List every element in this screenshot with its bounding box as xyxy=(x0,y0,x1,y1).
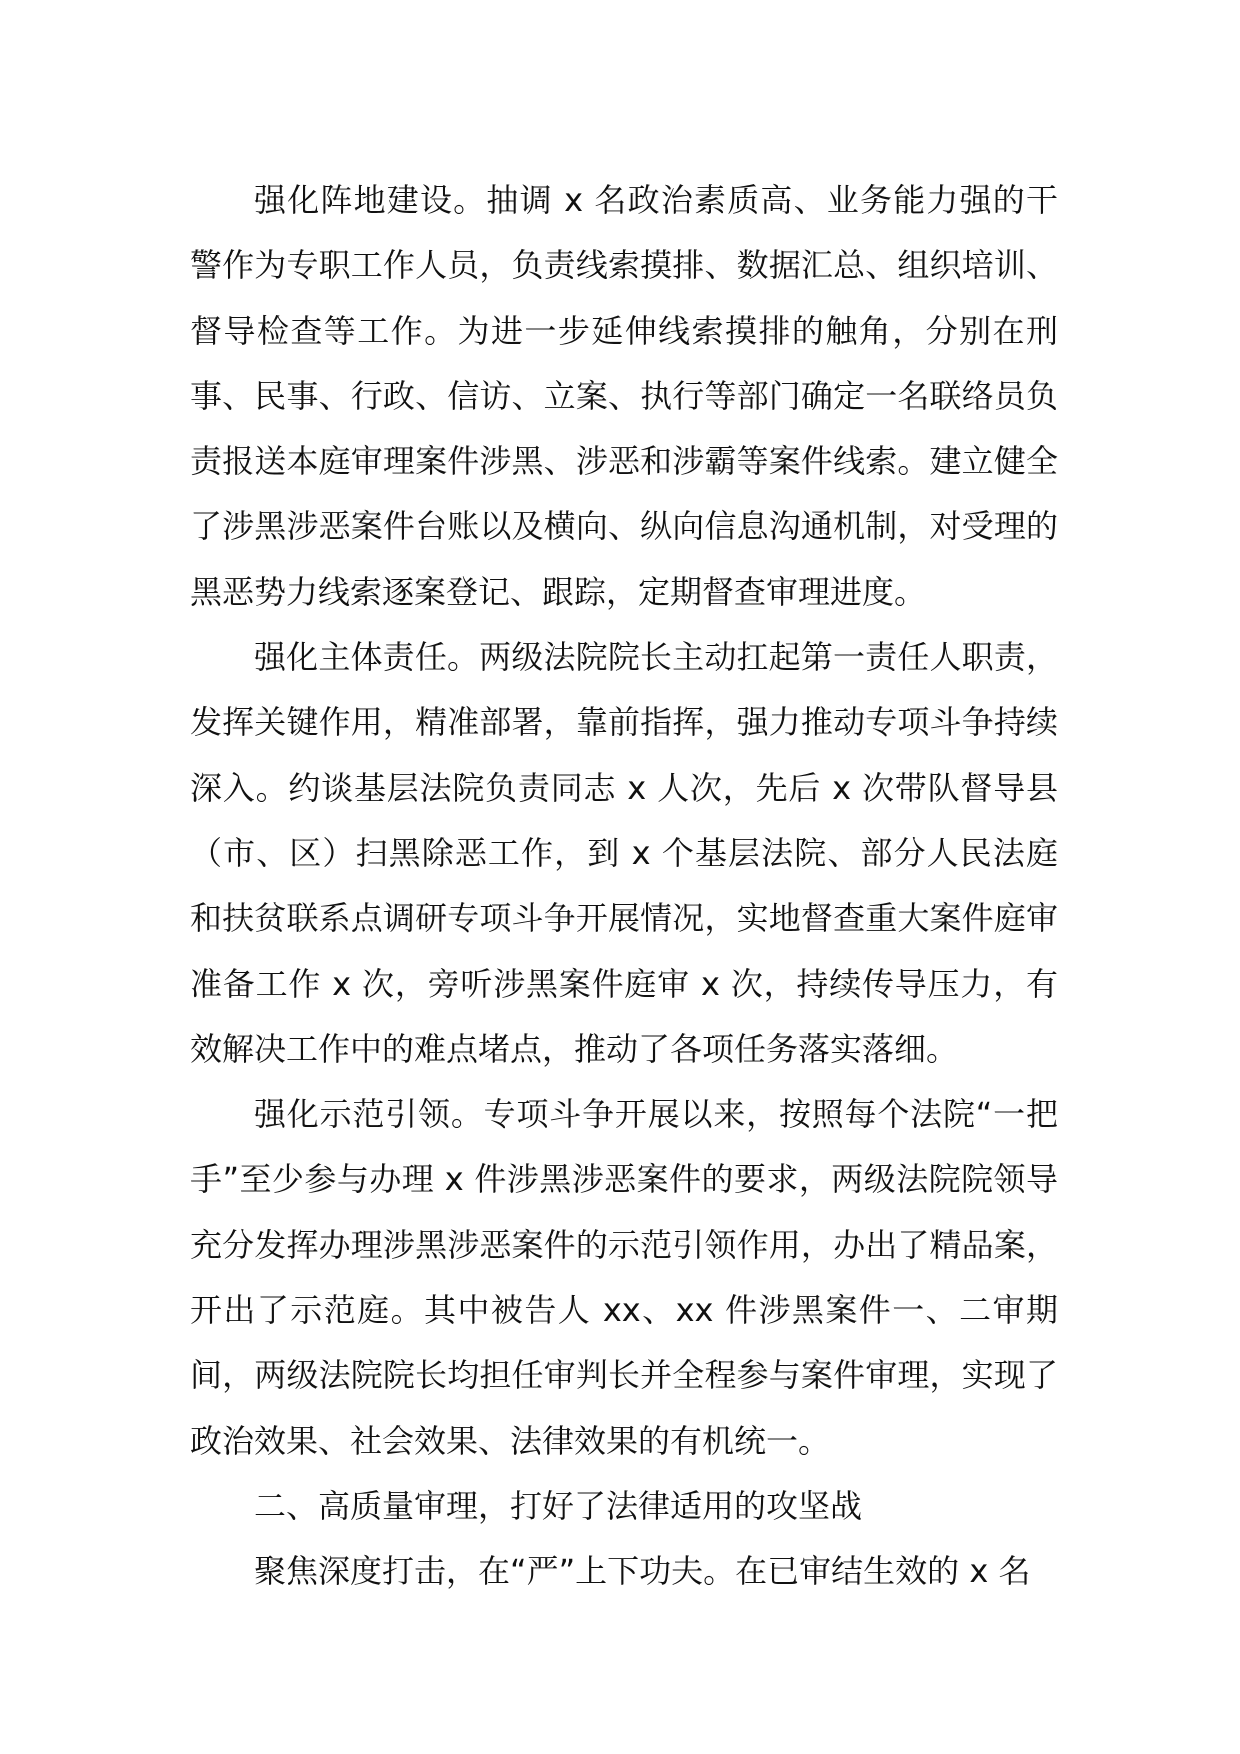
paragraph-position-building: 强化阵地建设。抽调 x 名政治素质高、业务能力强的干警作为专职工作人员，负责线索摸排、数据汇总、组织培训、督导检查等工作。为进一步延伸线索摸排的触角，分别在刑事、民事、行政、信访、立案、执行等部门确定一名联络员负责报送本庭审理案件涉黑、涉恶和涉霸等案件线索。建立健全了涉黑涉恶案件台账以及横向、纵向信息沟通机制，对受理的黑恶势力线索逐案登记、跟踪，定期督查审理进度。 xyxy=(190,181,1058,611)
section-heading: 二、高质量审理，打好了法律适用的攻坚战 xyxy=(254,1486,863,1525)
paragraph-main-responsibility: 强化主体责任。两级法院院长主动扛起第一责任人职责，发挥关键作用，精准部署，靠前指挥，强力推动专项斗争持续深入。约谈基层法院负责同志 x 人次，先后 x 次带队督导县（市、区）扫黑除恶工作，到 x 个基层法院、部分人民法庭和扶贫联系点调研专项斗争开展情况，实地督查重大案件庭审准备工作 x 次，旁听涉黑案件庭审 x 次，持续传导压力，有效解决工作中的难点堵点，推动了各项任务落实落细。 xyxy=(190,638,1058,1068)
paragraph-deep-strike: 聚焦深度打击，在“严”上下功夫。在已审结生效的 x 名 xyxy=(254,1552,1031,1591)
document-body xyxy=(190,168,1058,1605)
paragraph-demonstration-leading: 强化示范引领。专项斗争开展以来，按照每个法院“一把手”至少参与办理 x 件涉黑涉恶案件的要求，两级法院院领导充分发挥办理涉黑涉恶案件的示范引领作用，办出了精品案，开出了示范庭。其中被告人 xx、xx 件涉黑案件一、二审期间，两级法院院长均担任审判长并全程参与案件审理，实现了政治效果、社会效果、法律效果的有机统一。 xyxy=(190,1095,1058,1460)
